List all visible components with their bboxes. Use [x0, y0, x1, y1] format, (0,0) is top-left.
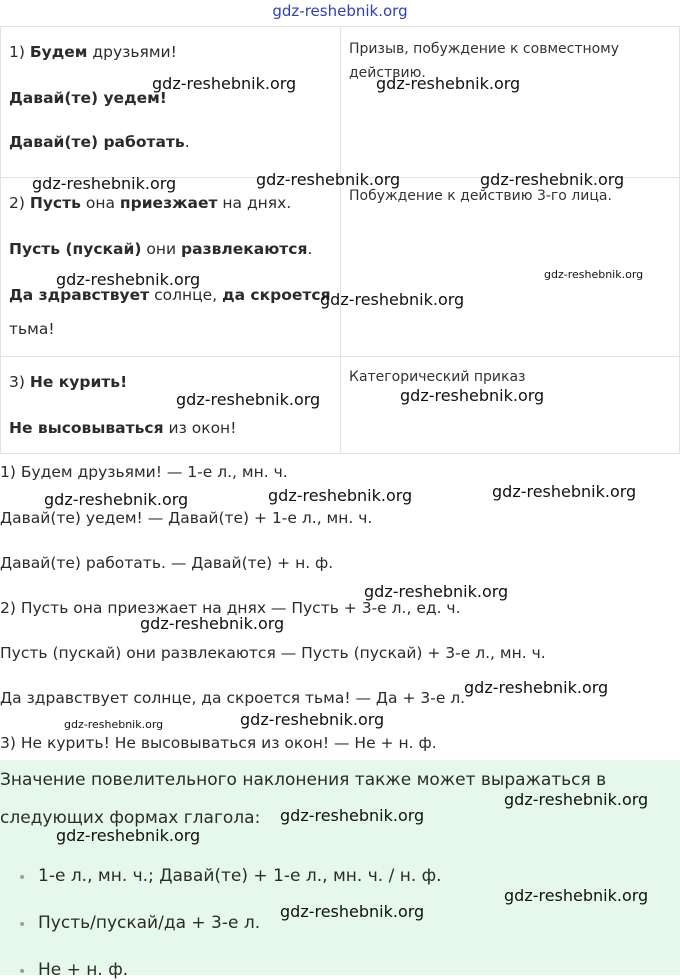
example-text: 1): [9, 43, 30, 61]
watermark-text: gdz-reshebnik.org: [464, 678, 609, 697]
watermark-text: gdz-reshebnik.org: [492, 482, 637, 501]
example-line: [9, 373, 127, 391]
answer-line: Пусть (пускай) они развлекаются — Пусть (пускай) + 3-е л., мн. ч.: [0, 644, 546, 662]
table-row: [1, 27, 680, 178]
watermark-text: gdz-reshebnik.org: [32, 174, 177, 193]
note-text: следующих формах глагола:: [0, 808, 261, 828]
watermark-text: gdz-reshebnik.org: [364, 582, 509, 601]
example-line: [9, 133, 190, 151]
example-line: [9, 240, 312, 258]
watermark-text: gdz-reshebnik.org: [280, 806, 425, 825]
answer-line: 3) Не курить! Не высовываться из окон! — Не + н. ф.: [0, 734, 437, 752]
table-cell-meaning: [341, 27, 680, 178]
answer-line: Давай(те) работать. — Давай(те) + н. ф.: [0, 554, 334, 572]
note-text: Значение повелительного наклонения также может выражаться в: [0, 770, 607, 790]
example-text: друзьями!: [87, 43, 177, 61]
meaning-text: Категорический приказ: [349, 369, 526, 385]
example-text: .: [184, 133, 190, 151]
example-text: 3): [9, 373, 30, 391]
site-header-link[interactable]: gdz-reshebnik.org: [272, 2, 408, 20]
example-text: они: [141, 240, 182, 258]
example-text: из окон!: [163, 419, 237, 437]
example-bold-text: Давай(те) уедем!: [9, 89, 167, 107]
watermark-text: gdz-reshebnik.org: [544, 268, 644, 281]
example-text: .: [307, 240, 313, 258]
example-bold-text: Не курить!: [29, 373, 128, 391]
answer-line: 1) Будем друзьями! — 1-е л., мн. ч.: [0, 463, 288, 481]
watermark-text: gdz-reshebnik.org: [280, 902, 425, 921]
table-cell-examples: [1, 27, 341, 178]
table-row: [1, 357, 680, 454]
list-item: Не + н. ф.: [38, 960, 129, 980]
example-bold-text: Да здравствует: [9, 286, 150, 304]
example-bold-text: развлекаются: [181, 240, 308, 258]
example-bold-text: Пусть: [29, 194, 81, 212]
bullet-icon: •: [18, 964, 27, 980]
example-line: [9, 89, 167, 107]
watermark-text: gdz-reshebnik.org: [376, 74, 521, 93]
table-row: [1, 178, 680, 357]
example-line: [9, 419, 236, 437]
watermark-text: gdz-reshebnik.org: [140, 614, 285, 633]
watermark-text: gdz-reshebnik.org: [400, 386, 545, 405]
watermark-text: gdz-reshebnik.org: [320, 290, 465, 309]
watermark-text: gdz-reshebnik.org: [176, 390, 321, 409]
example-text: она: [80, 194, 120, 212]
answer-line: Давай(те) уедем! — Давай(те) + 1-е л., мн. ч.: [0, 509, 373, 527]
watermark-text: gdz-reshebnik.org: [56, 826, 201, 845]
example-text: тьма!: [9, 320, 55, 338]
answer-line: 2) Пусть она приезжает на днях — Пусть + 3-е л., ед. ч.: [0, 599, 461, 617]
example-line: [9, 194, 291, 212]
list-item: Пусть/пускай/да + 3-е л.: [38, 913, 261, 933]
example-text: солнце,: [149, 286, 223, 304]
watermark-text: gdz-reshebnik.org: [256, 170, 401, 189]
example-bold-text: приезжает: [119, 194, 218, 212]
example-text: 2): [9, 194, 30, 212]
watermark-text: gdz-reshebnik.org: [504, 790, 649, 809]
watermark-text: gdz-reshebnik.org: [56, 270, 201, 289]
watermark-text: gdz-reshebnik.org: [44, 490, 189, 509]
example-bold-text: Пусть (пускай): [9, 240, 142, 258]
table-cell-meaning: [341, 357, 680, 454]
bullet-icon: •: [18, 870, 27, 886]
bullet-icon: •: [18, 917, 27, 933]
example-bold-text: да скроется: [222, 286, 331, 304]
watermark-text: gdz-reshebnik.org: [240, 710, 385, 729]
watermark-text: gdz-reshebnik.org: [268, 486, 413, 505]
example-bold-text: Будем: [29, 43, 88, 61]
example-line: [9, 43, 177, 61]
watermark-text: gdz-reshebnik.org: [480, 170, 625, 189]
example-bold-text: Давай(те) работать: [9, 133, 185, 151]
meaning-text: Призыв, побуждение к совместному действию.: [349, 41, 620, 81]
example-line: [9, 320, 55, 338]
table-cell-examples: [1, 178, 341, 357]
watermark-text: gdz-reshebnik.org: [504, 886, 649, 905]
example-text: на днях.: [217, 194, 292, 212]
meaning-text: Побуждение к действию 3-го лица.: [349, 188, 612, 204]
example-bold-text: Не высовываться: [9, 419, 164, 437]
watermark-text: gdz-reshebnik.org: [64, 718, 164, 731]
watermark-text: gdz-reshebnik.org: [152, 74, 297, 93]
grammar-table: [0, 26, 680, 454]
table-cell-meaning: [341, 178, 680, 357]
answer-line: Да здравствует солнце, да скроется тьма! — Да + 3-е л.: [0, 689, 466, 707]
list-item: 1-е л., мн. ч.; Давай(те) + 1-е л., мн. ч. / н. ф.: [38, 866, 442, 886]
